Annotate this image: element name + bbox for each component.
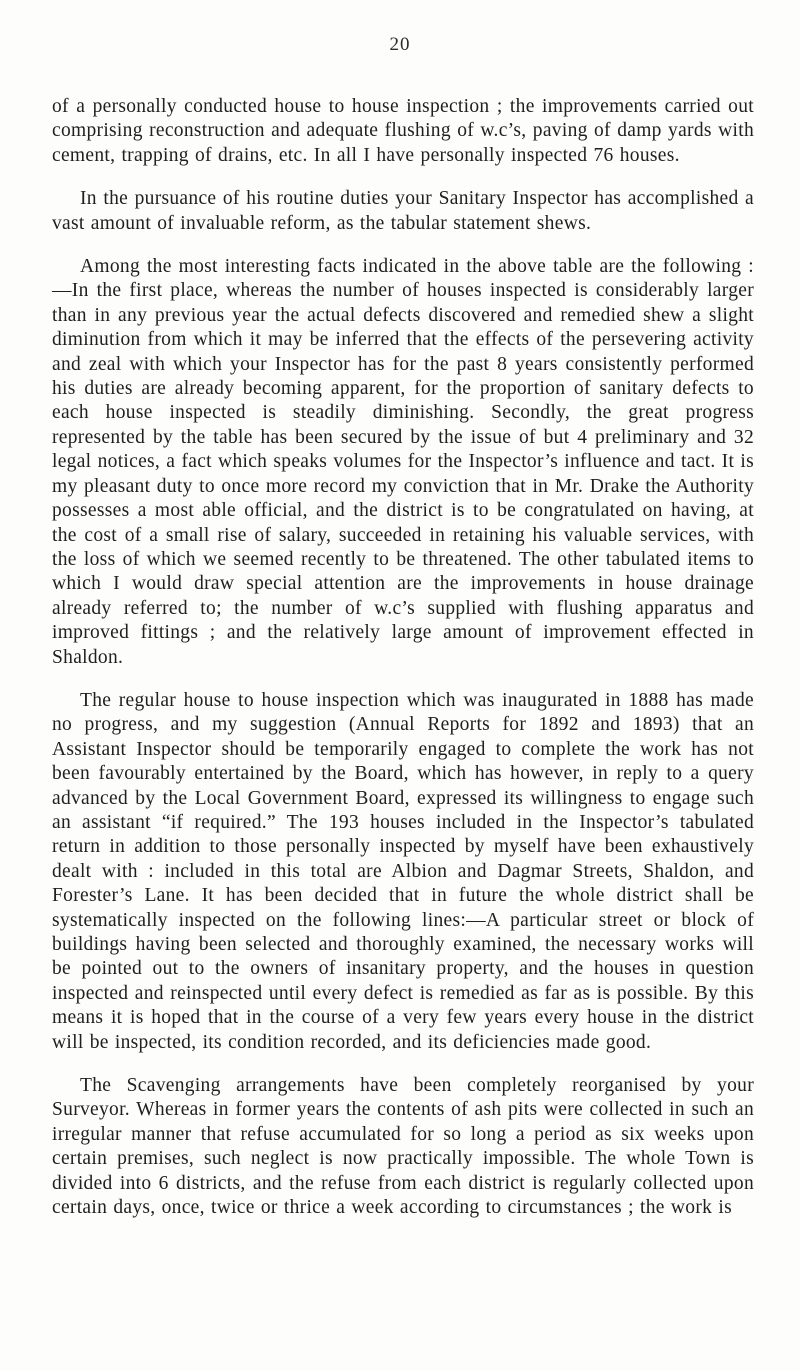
- paragraph-house-inspection: The regular house to house inspection which was inaugurated in 1888 has made no progress, and my suggestion (Annual Reports for 1892 and 1893) that an Assistant Inspector should be temporarily engaged to complete the work has not been favourably entertained by the Board, which has however, in reply to a query advanced by the Local Government Board, expressed its willingness to engage such an assistant “if required.” The 193 houses included in the Inspector’s tabulated return in addition to those personally inspected by myself have been exhaustively dealt with : included in this total are Albion and Dagmar Streets, Shaldon, and Forester’s Lane. It has been decided that in future the whole district shall be systematically inspected on the following lines:—A particular street or block of buildings having been selected and thoroughly examined, the necessary works will be pointed out to the owners of insanitary property, and the houses in question inspected and reinspected until every defect is remedied as far as is possible. By this means it is hoped that in the course of a very few years every house in the district will be inspected, its condition recorded, and its deficiencies made good.: [52, 689, 754, 1053]
- paragraph-interesting-facts: Among the most interesting facts indicated in the above table are the following :—In the first place, whereas the number of houses inspected is considerably larger than in any previous year the actual defects discovered and remedied shew a slight diminution from which it may be inferred that the effects of the persevering activity and zeal with which your Inspector has for the past 8 years consistently performed his duties are already becoming apparent, for the proportion of sanitary defects to each house inspected is steadily diminishing. Secondly, the great progress represented by the table has been secured by the issue of but 4 preliminary and 32 legal notices, a fact which speaks volumes for the Inspector’s influence and tact. It is my pleasant duty to once more record my conviction that in Mr. Drake the Authority possesses a most able official, and the district is to be congratulated on having, at the cost of a small rise of salary, succeeded in retaining his valuable services, with the loss of which we seemed recently to be threatened. The other tabulated items to which I would draw special attention are the improvements in house drainage already referred to; the number of w.c’s supplied with flushing apparatus and improved fittings ; and the relatively large amount of improvement effected in Shaldon.: [52, 256, 754, 668]
- paragraph-sanitary-inspector: In the pursuance of his routine duties your Sanitary Inspector has accomplished a vast amount of invaluable reform, as the tabular statement shews.: [52, 188, 754, 234]
- paragraph-continuation: of a personally conducted house to house inspection ; the improvements carried out comprising reconstruction and adequate flushing of w.c’s, paving of damp yards with cement, trapping of drains, etc. In all I have personally inspected 76 houses.: [52, 96, 754, 166]
- page-number: 20: [389, 34, 411, 55]
- paragraph-scavenging: The Scavenging arrangements have been completely reorganised by your Surveyor. Whereas in former years the contents of ash pits were collected in such an irregular manner that refuse accumulated for so long a period as six weeks upon certain premises, such neglect is now practically impossible. The whole Town is divided into 6 districts, and the refuse from each district is regularly collected upon certain days, once, twice or thrice a week according to circumstances ; the work is: [52, 1075, 754, 1219]
- body-text: [52, 95, 754, 1239]
